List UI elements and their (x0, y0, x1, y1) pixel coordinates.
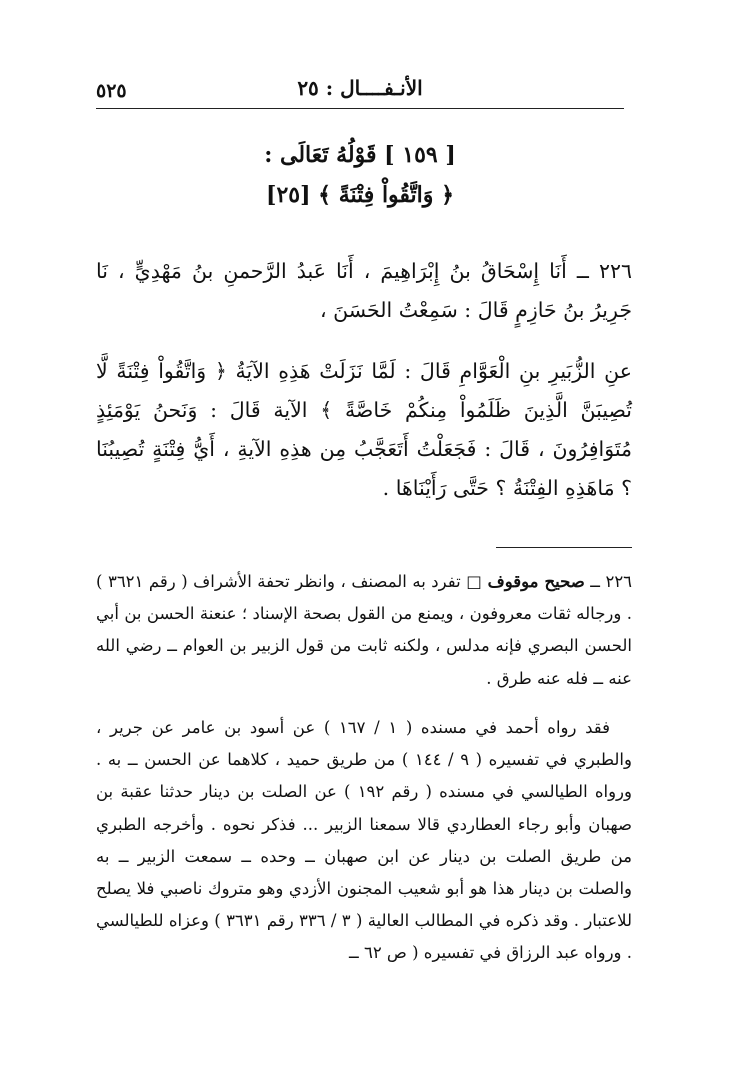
section-number-heading: [ ١٥٩ ] قَوْلُهُ تَعَالَى : (264, 142, 456, 168)
footnote-grade: صحيح موقوف (487, 572, 585, 591)
page-header (96, 62, 624, 109)
verse-heading: ﴿ وَاتَّقُواْ فِتْنَةً ﴾ [٢٥] (266, 182, 454, 208)
footnote-text-2: فقد رواه أحمد في مسنده ( ١ / ١٦٧ ) عن أسود بن عامر عن جرير ، والطبري في تفسيره ( ٩ / ١٤٤ ) من طريق حميد ، كلاهما عن الحسن ــ به . ورواه الطيالسي في مسنده ( رقم ١٩٢ ) عن الصلت بن دينار حدثنا عقبة بن صهبان وأبو رجاء العطاردي قالا سمعنا الزبير ... فذكر نحوه . وأخرجه الطبري من طريق الصلت بن دينار عن ابن صهبان ــ وحده ــ سمعت الزبير ــ به والصلت بن دينار هذا هو أبو شعيب المجنون الأزدي وهو متروك ناصبي فلا يصلح للاعتبار . وقد ذكره في المطالب العالية ( ٣ / ٣٣٦ رقم ٣٦٣١ ) وعزاه للطيالسي . ورواه عبد الرزاق في تفسيره ( ص ٦٢ ــ (96, 718, 632, 963)
hadith-chain: ٢٢٦ ــ أَنَا إِسْحَاقُ بنُ إِبْرَاهِيمَ ، أَنَا عَبدُ الرَّحمنِ بنُ مَهْدِيٍّ ، نَا جَرِيرُ بنُ حَازِمٍ قَالَ : سَمِعْتُ الحَسَنَ ، (96, 259, 632, 322)
footnote-number: ٢٢٦ ــ (590, 572, 633, 591)
page-number: ٥٢٥ (96, 80, 127, 102)
running-title: الأنـفــــال : ٢٥ (297, 76, 423, 100)
footnote-paragraph-1 (96, 566, 632, 695)
footnote-divider (496, 547, 632, 548)
footnote-box-mark: □ (466, 572, 483, 591)
footnote-paragraph-2 (96, 712, 632, 970)
footnote-text-1: تفرد به المصنف ، وانظر تحفة الأشراف ( رقم ٣٦٢١ ) . ورجاله ثقات معروفون ، ويمنع من القول بصحة الإسناد ؛ عنعنة الحسن بن أبي الحسن البصري فإنه مدلس ، ولكنه ثابت من قول الزبير بن العوام ــ رضي الله عنه ــ فله عنه طرق . (96, 572, 632, 688)
hadith-text: عنِ الزُّبَيرِ بنِ الْعَوَّامِ قَالَ : لَمَّا نَزَلَتْ هَذِهِ الآيَةُ ﴿ وَاتَّقُواْ فِتْنَةً لَّا تُصِيبَنَّ الَّذِينَ ظَلَمُواْ مِنكُمْ خَاصَّةً ﴾ الآية قَالَ : وَنَحنُ يَوْمَئِذٍ مُتَوَافِرُونَ ، قَالَ : فَجَعَلْتُ أَتَعَجَّبُ مِن هذِهِ الآيةِ ، أَيُّ فِتْنَةٍ تُصِيبُنَا ؟ مَاهَذِهِ الفِتْنَةُ ؟ حَتَّى رَأَيْنَاهَا . (96, 359, 632, 500)
